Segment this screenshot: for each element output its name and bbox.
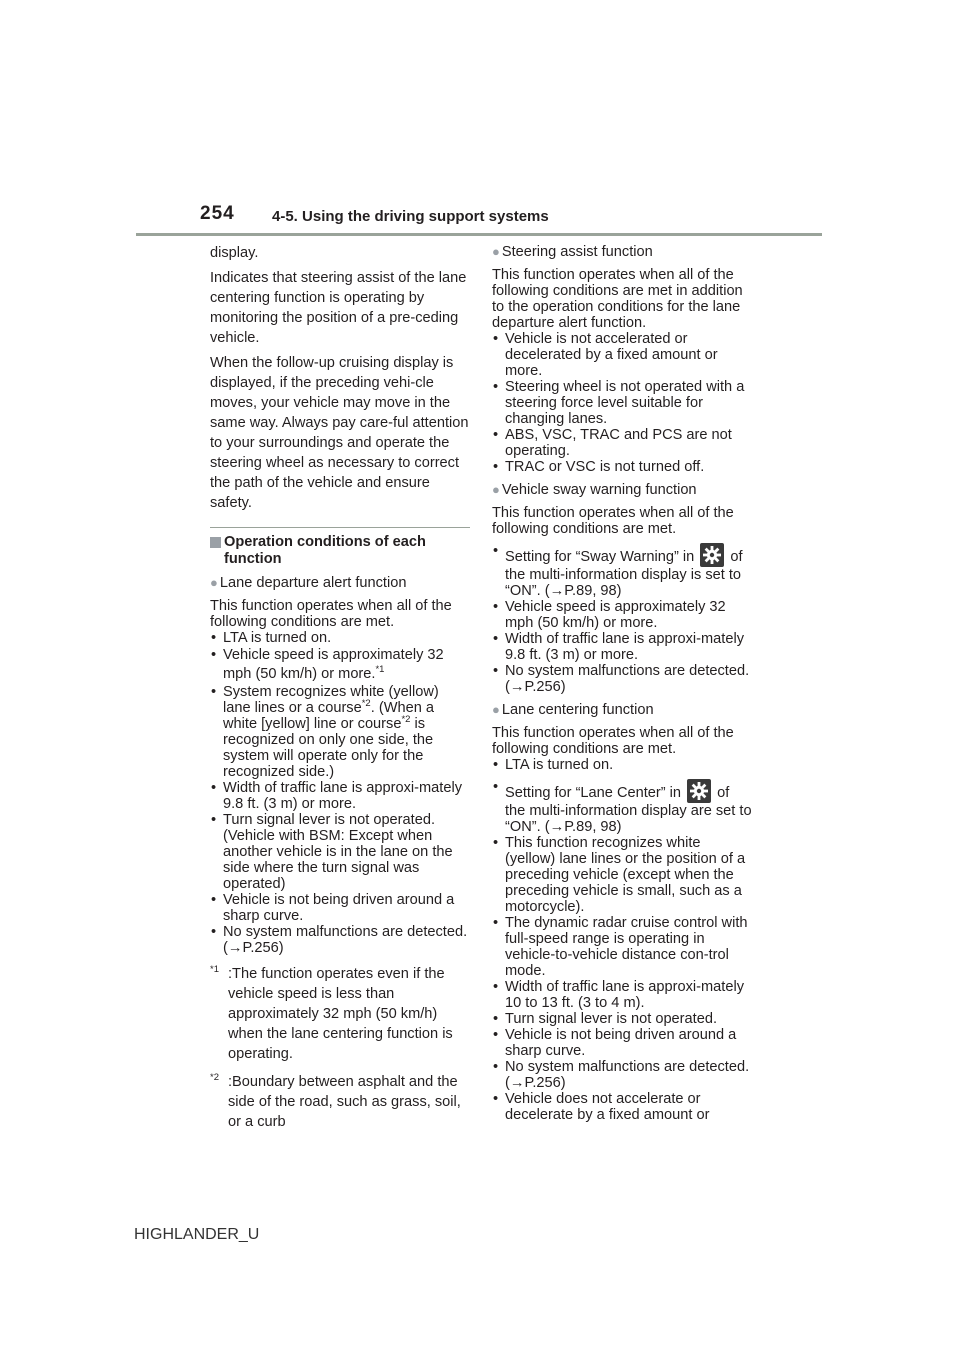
footnote-mark: [210, 964, 219, 984]
list-item: [210, 684, 470, 780]
list-item: • Vehicle is not accelerated or decelerated by a fixed amount or more.: [492, 331, 752, 379]
list-item: • Width of traffic lane is approxi-mately 9.8 ft. (3 m) or more.: [492, 631, 752, 663]
paragraph-display: display.: [210, 245, 259, 261]
page-reference-link[interactable]: P.89, 98): [564, 819, 622, 835]
square-bullet-icon: [210, 537, 221, 548]
list-item-text: No system malfunctions are detected. (: [505, 663, 750, 695]
footnote-mark-text: *1: [210, 964, 219, 975]
paragraph-follow-up-warning: When the follow-up cruising display is displayed, if the preceding vehi-cle moves, your vehicle may move in the same way. Always pay care-ful attention to your surroundings and operate the steering wheel as necessary to correct the path of the vehicle and ensure safety.: [210, 355, 469, 511]
footnote-mark-text: *2: [210, 1072, 219, 1083]
list-item-text: No system malfunctions are detected. (: [505, 1059, 750, 1091]
sway-warning-intro: This function operates when all of the following conditions are met.: [492, 505, 734, 537]
footer-model-name: HIGHLANDER_U: [134, 1226, 260, 1243]
list-item: • Vehicle is not being driven around a sharp curve.: [210, 892, 470, 924]
list-item-text: . (When a white [yellow] line or course: [223, 700, 434, 732]
list-item-text: Setting for “Lane Center” in: [505, 785, 682, 801]
list-item: • Vehicle is not being driven around a sharp curve.: [492, 1027, 752, 1059]
page-reference-link[interactable]: P.256): [524, 679, 566, 695]
list-item: • Width of traffic lane is approxi-mately 10 to 13 ft. (3 to 4 m).: [492, 979, 752, 1011]
sway-warning-heading: [492, 481, 752, 499]
subheading-text: Operation conditions of each function: [224, 534, 426, 567]
footnote-mark: [210, 1072, 219, 1092]
header-divider: [136, 233, 822, 236]
subheading-operation-conditions: [210, 534, 470, 568]
footnote-ref: *1: [375, 664, 385, 675]
right-column: [492, 243, 752, 1123]
list-item-text: System recognizes white (yellow) lane lines or a course: [223, 684, 439, 716]
page-header: [0, 0, 960, 240]
footnote-text: :Boundary between asphalt and the side of the road, such as grass, soil, or a curb: [228, 1074, 461, 1130]
list-item-text: is recognized on only one side, the system will operate only for the recognized side.): [223, 716, 434, 780]
circle-bullet-icon: ●: [492, 702, 500, 717]
sway-warning-conditions: [492, 543, 752, 695]
lane-departure-alert-heading: [210, 574, 470, 592]
footnote-2: [210, 1072, 470, 1132]
sway-warning-title: Vehicle sway warning function: [501, 482, 697, 498]
page-reference-link[interactable]: P.256): [524, 1075, 566, 1091]
list-item-text: of the multi-information display is set to “ON”. (: [505, 549, 743, 599]
arrow-icon: →: [549, 819, 565, 835]
list-item: • Width of traffic lane is approxi-mately 9.8 ft. (3 m) or more.: [210, 780, 470, 812]
list-item: [492, 1059, 752, 1091]
arrow-icon: →: [549, 583, 565, 599]
list-item: • TRAC or VSC is not turned off.: [492, 459, 752, 475]
arrow-icon: →: [227, 940, 243, 956]
list-item: • Vehicle does not accelerate or decelerate by a fixed amount or: [492, 1091, 752, 1123]
footnote-ref: *2: [401, 714, 411, 725]
list-item: [210, 646, 470, 684]
list-item: [492, 663, 752, 695]
list-item: • Turn signal lever is not operated.: [492, 1011, 752, 1027]
steering-assist-conditions: [492, 331, 752, 475]
footnote-1: [210, 964, 470, 1064]
list-item: • The dynamic radar cruise control with full-speed range is operating in vehicle-to-vehicle distance con-trol mode.: [492, 915, 752, 979]
list-item: • This function recognizes white (yellow) lane lines or the position of a preceding vehicle (except when the preceding vehicle is small, such as a motorcycle).: [492, 835, 752, 915]
list-item: [492, 543, 752, 599]
subhead-divider: [210, 527, 470, 528]
list-item-text: of the multi-information display are set to “ON”. (: [505, 785, 752, 835]
section-title: 4-5. Using the driving support systems: [272, 208, 549, 225]
footnote-text: :The function operates even if the vehicle speed is less than approximately 32 mph (50 km/h) when the lane centering function is operating.: [228, 966, 453, 1062]
page-reference-link[interactable]: P.89, 98): [564, 583, 622, 599]
lane-departure-alert-conditions: [210, 630, 470, 956]
list-item: • Turn signal lever is not operated. (Vehicle with BSM: Except when another vehicle is in the lane on the side where the turn signal was operated): [210, 812, 470, 892]
list-item-text: Vehicle speed is approximately 32 mph (50 km/h) or more.: [223, 647, 444, 682]
lane-centering-heading: [492, 701, 752, 719]
steering-assist-title: Steering assist function: [501, 244, 653, 260]
list-item: • Steering wheel is not operated with a steering force level suitable for changing lanes.: [492, 379, 752, 427]
arrow-icon: →: [509, 679, 525, 695]
arrow-icon: →: [509, 1075, 525, 1091]
list-item-text: Setting for “Sway Warning” in: [505, 549, 695, 565]
lane-centering-intro: This function operates when all of the following conditions are met.: [492, 725, 734, 757]
lane-centering-conditions: [492, 757, 752, 1123]
circle-bullet-icon: ●: [210, 575, 218, 590]
list-item: • LTA is turned on.: [210, 630, 470, 646]
list-item: • ABS, VSC, TRAC and PCS are not operating.: [492, 427, 752, 459]
steering-assist-heading: [492, 243, 752, 261]
left-column: [210, 243, 470, 1132]
list-item: • LTA is turned on.: [492, 757, 752, 773]
list-item-text: No system malfunctions are detected. (: [223, 924, 468, 956]
gear-icon: [687, 779, 711, 803]
steering-assist-intro: This function operates when all of the following conditions are met in addition to the operation conditions for the lane departure alert function.: [492, 267, 743, 331]
list-item: • Vehicle speed is approximately 32 mph (50 km/h) or more.: [492, 599, 752, 631]
footnote-ref: *2: [361, 698, 371, 709]
circle-bullet-icon: ●: [492, 244, 500, 259]
lane-departure-alert-title: Lane departure alert function: [219, 575, 407, 591]
list-item: [492, 779, 752, 835]
list-item: [210, 924, 470, 956]
gear-icon: [700, 543, 724, 567]
page-reference-link[interactable]: P.256): [242, 940, 284, 956]
lane-centering-title: Lane centering function: [501, 702, 654, 718]
paragraph-steering-assist-indicator: Indicates that steering assist of the lane centering function is operating by monitoring the position of a pre-ceding vehicle.: [210, 270, 467, 346]
page-number: 254: [200, 203, 235, 224]
circle-bullet-icon: ●: [492, 482, 500, 497]
lane-departure-alert-intro: This function operates when all of the following conditions are met.: [210, 598, 452, 630]
